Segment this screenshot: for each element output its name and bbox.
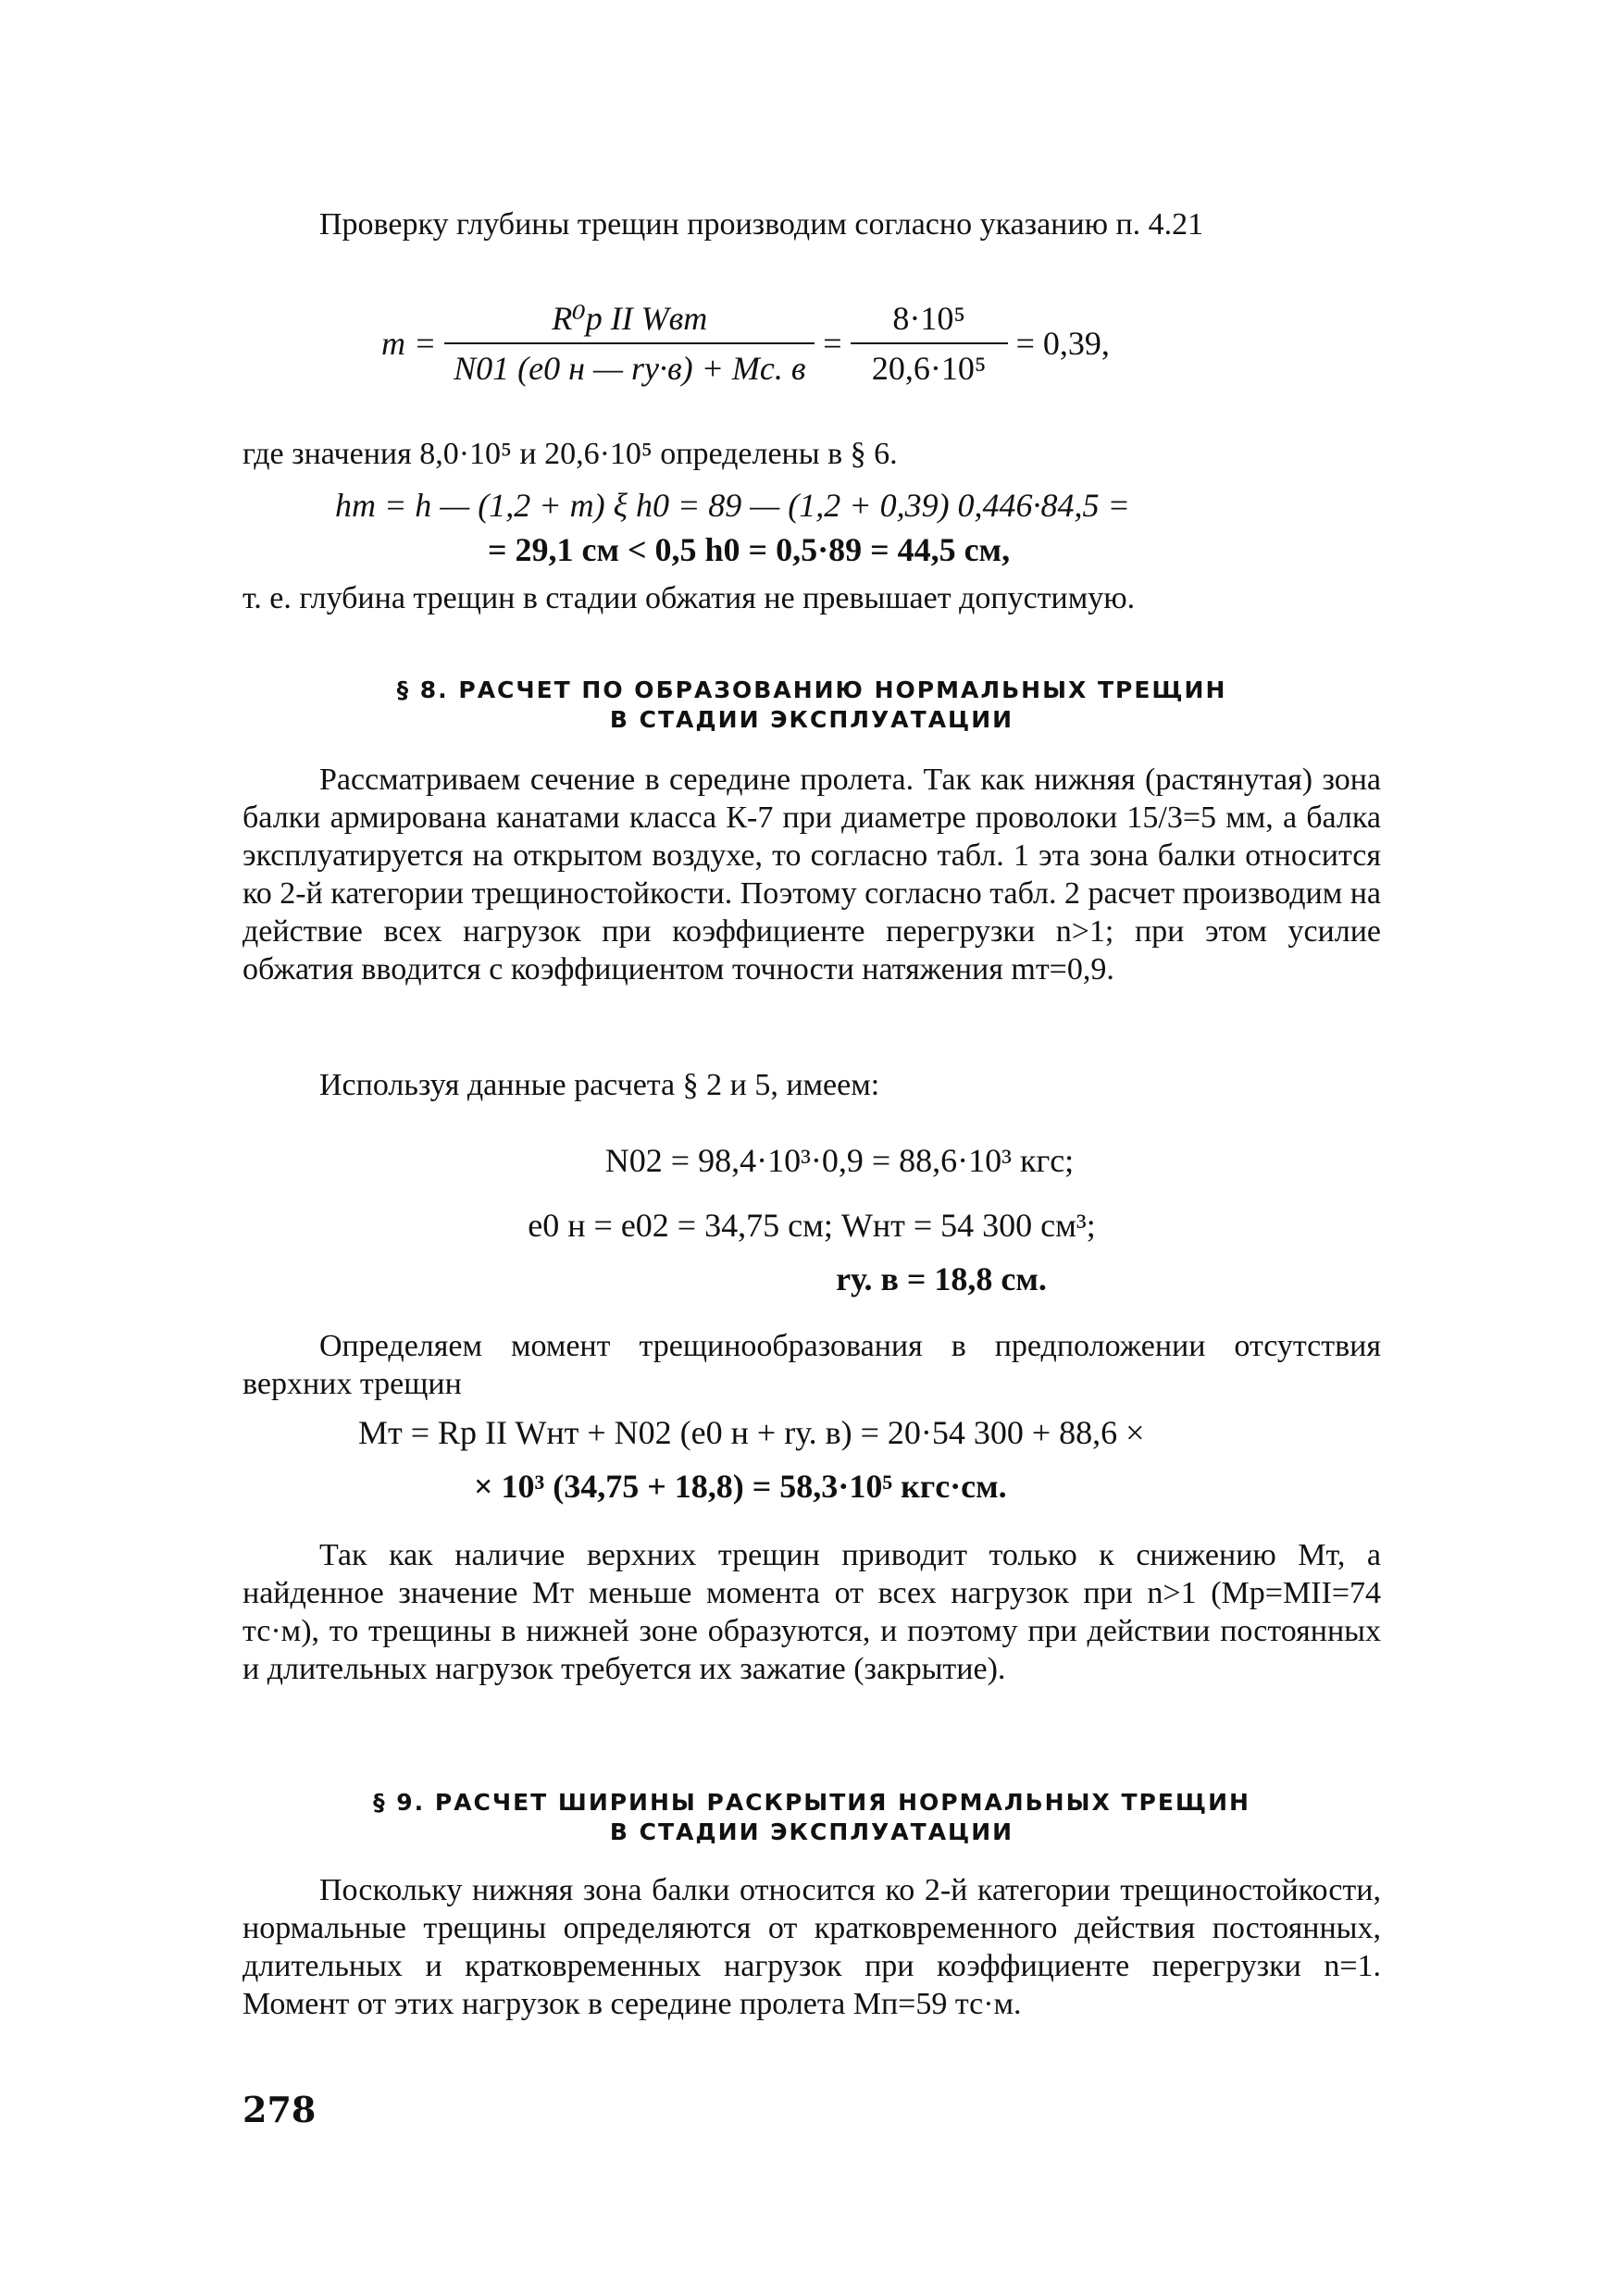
section8-title-line1: § 8. РАСЧЕТ ПО ОБРАЗОВАНИЮ НОРМАЛЬНЫХ ТРЕЩИН bbox=[396, 676, 1227, 703]
formula-m-num1: R⁰р II Wвт bbox=[444, 298, 815, 344]
formula-m-result: = 0,39, bbox=[1015, 325, 1110, 362]
equation-mt-line2: × 10³ (34,75 + 18,8) = 58,3·10⁵ кгс·см. bbox=[474, 1468, 1007, 1505]
formula-h-line1: hт = h — (1,2 + m) ξ h0 = 89 — (1,2 + 0,39) 0,446·84,5 = bbox=[335, 487, 1130, 524]
section8-heading bbox=[243, 676, 1381, 735]
formula-m-fraction2 bbox=[851, 298, 1008, 389]
formula-h bbox=[243, 485, 1381, 570]
equation-mt-line1: Mт = Rр II Wнт + N02 (e0 н + rу. в) = 20·54 300 + 88,6 × bbox=[358, 1414, 1145, 1451]
section8-paragraph4: Так как наличие верхних трещин приводит только к снижению Mт, а найденное значение Mт меньше момента от всех нагрузок при n>1 (Mр=MII=74 тс·м), то трещины в нижней зоне образуются, и поэтому при действии постоянных и длительных нагрузок требуется их зажатие (закрытие). bbox=[243, 1538, 1381, 1686]
formula-m-lhs: m = bbox=[381, 325, 437, 362]
section8-title-line2: В СТАДИИ ЭКСПЛУАТАЦИИ bbox=[609, 706, 1014, 733]
section8-paragraph3: Определяем момент трещинообразования в предположении отсутствия верхних трещин bbox=[243, 1329, 1381, 1401]
section8-paragraph1: Рассматриваем сечение в середине пролета. Так как нижняя (растянутая) зона балки армирована канатами класса К-7 при диаметре проволоки 15/3=5 мм, а балка эксплуатируется на открытом воздухе, то согласно табл. 1 эта зона балки относится ко 2-й категории трещиностойкости. Поэтому согласно табл. 2 расчет производим на действие всех нагрузок при коэффициенте перегрузки n>1; при этом усилие обжатия вводится с коэффициентом точности натяжения mт=0,9. bbox=[243, 763, 1382, 987]
formula-m-den2: 20,6·10⁵ bbox=[871, 350, 987, 387]
conclusion-text: т. е. глубина трещин в стадии обжатия не превышает допустимую. bbox=[243, 581, 1136, 615]
equation-e0n: e0 н = e02 = 34,75 см; Wнт = 54 300 см³; bbox=[528, 1207, 1096, 1244]
section9-paragraph1: Поскольку нижняя зона балки относится ко 2-й категории трещиностойкости, нормальные трещины определяются от кратковременного действия постоянных, длительных и кратковременных нагрузок при коэффициенте перегрузки n=1. Момент от этих нагрузок в середине пролета Mп=59 тс·м. bbox=[243, 1873, 1381, 2021]
page-number: 278 bbox=[243, 2089, 317, 2130]
section8-equations bbox=[243, 1140, 1381, 1299]
section8-equation-mt bbox=[243, 1412, 1381, 1507]
formula-m bbox=[243, 298, 1381, 391]
equation-ryv: rу. в = 18,8 см. bbox=[836, 1260, 1047, 1297]
formula-m-fraction1 bbox=[444, 298, 815, 389]
section9-title-line1: § 9. РАСЧЕТ ШИРИНЫ РАСКРЫТИЯ НОРМАЛЬНЫХ ТРЕЩИН bbox=[373, 1789, 1250, 1816]
formula-m-den1: N01 (e0 н — rу·в) + Mс. в bbox=[454, 350, 806, 387]
formula-m-eq: = bbox=[823, 325, 842, 362]
equation-n02: N02 = 98,4·10³·0,9 = 88,6·10³ кгс; bbox=[604, 1142, 1075, 1179]
section9-heading bbox=[243, 1788, 1381, 1847]
formula-m-num2: 8·10⁵ bbox=[851, 298, 1008, 344]
intro-paragraph: Проверку глубины трещин производим согласно указанию п. 4.21 bbox=[319, 207, 1204, 242]
section8-paragraph2: Используя данные расчета § 2 и 5, имеем: bbox=[319, 1068, 880, 1102]
where-text: где значения 8,0·10⁵ и 20,6·10⁵ определены в § 6. bbox=[243, 437, 898, 471]
section9-title-line2: В СТАДИИ ЭКСПЛУАТАЦИИ bbox=[609, 1818, 1014, 1845]
formula-h-line2: = 29,1 см < 0,5 h0 = 0,5·89 = 44,5 см, bbox=[488, 531, 1011, 568]
